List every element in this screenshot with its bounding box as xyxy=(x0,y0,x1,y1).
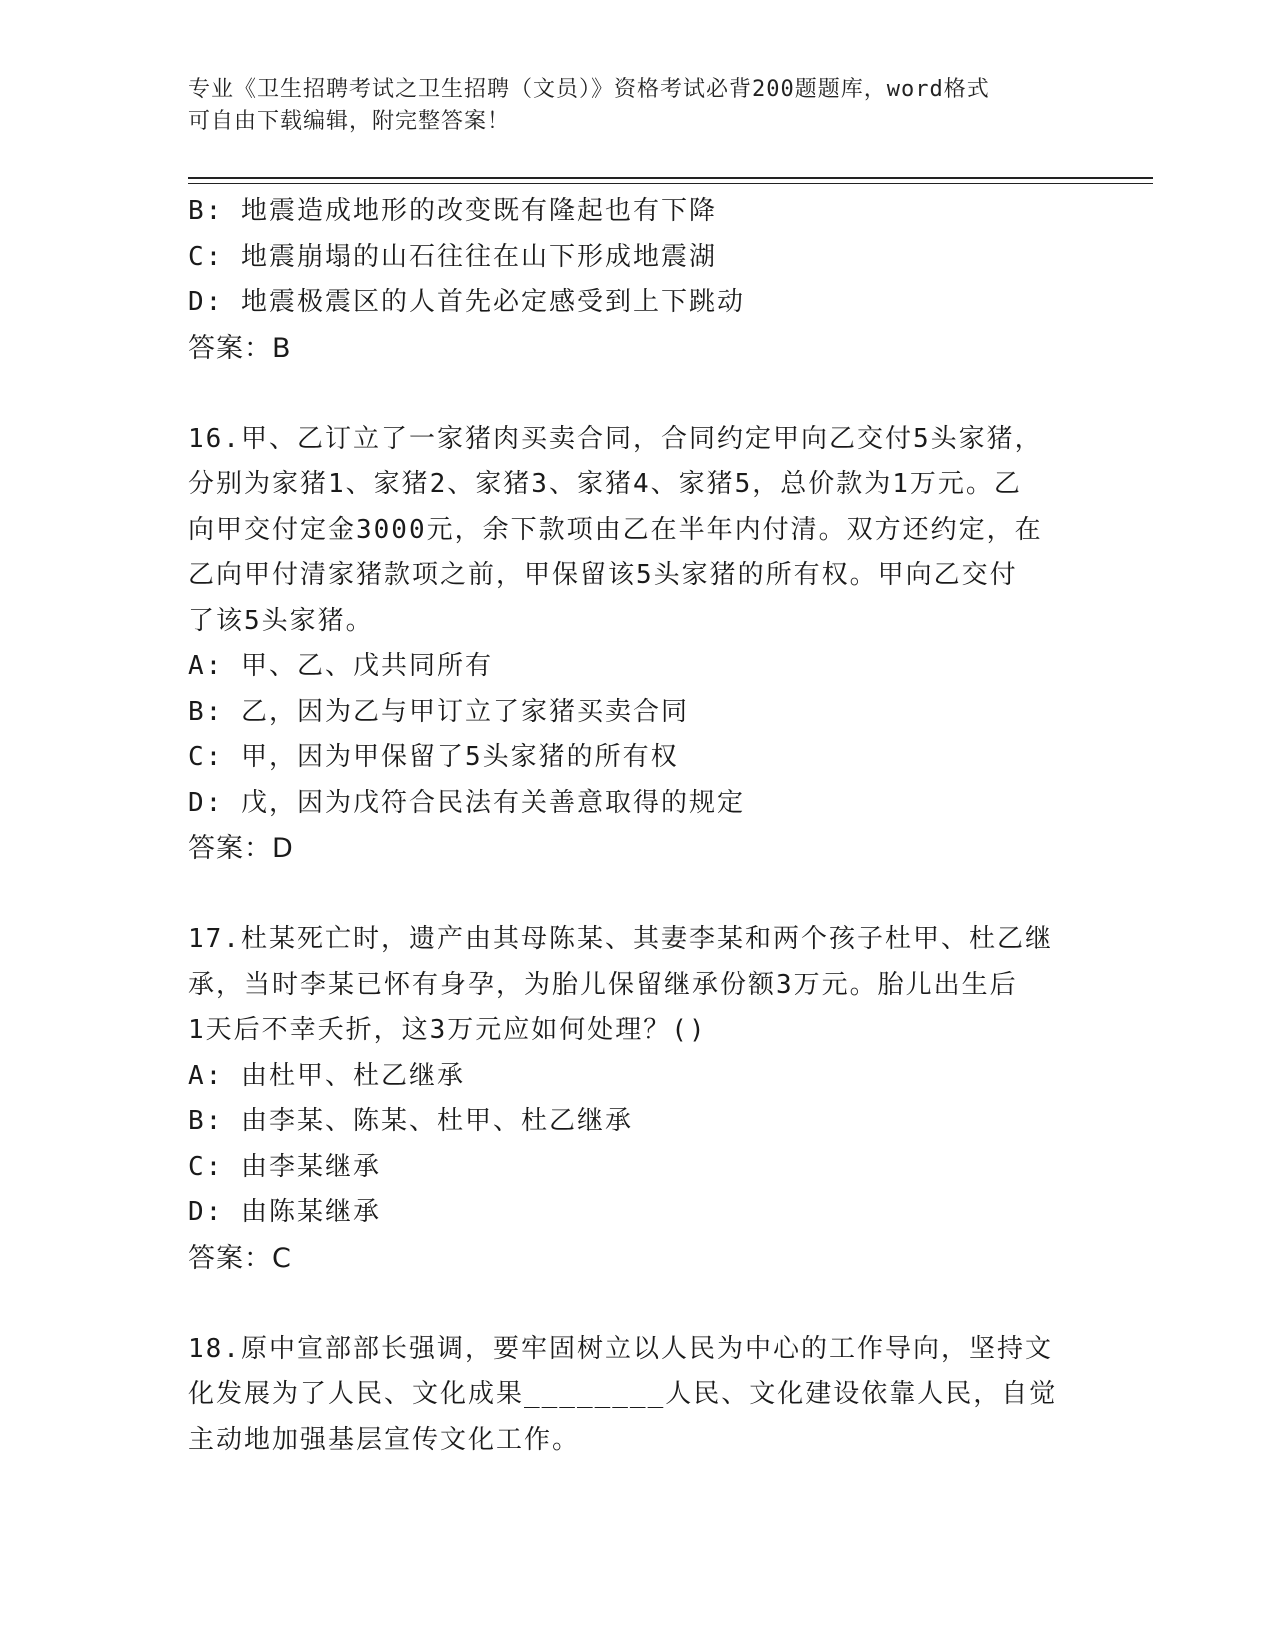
header-divider-thin xyxy=(188,183,1153,184)
question-15 xyxy=(188,189,1088,371)
question-stem-line: 17.杜某死亡时，遗产由其母陈某、其妻李某和两个孩子杜甲、杜乙继 xyxy=(188,924,1053,954)
option-d: D: 戊，因为戊符合民法有关善意取得的规定 xyxy=(188,787,745,818)
option-c: C: 地震崩塌的山石往往在山下形成地震湖 xyxy=(188,241,717,272)
answer-line: 答案：B xyxy=(188,332,292,364)
document-body xyxy=(188,189,1088,1463)
question-17 xyxy=(188,917,1088,1281)
question-stem-line: 承，当时李某已怀有身孕，为胎儿保留继承份额3万元。胎儿出生后 xyxy=(188,969,1018,1000)
question-stem-line: 了该5头家猪。 xyxy=(188,605,374,636)
option-d: D: 地震极震区的人首先必定感受到上下跳动 xyxy=(188,287,745,317)
question-stem-line: 分别为家猪1、家猪2、家猪3、家猪4、家猪5，总价款为1万元。乙 xyxy=(188,469,1022,499)
question-stem-line: 主动地加强基层宣传文化工作。 xyxy=(188,1424,581,1455)
option-b: B: 地震造成地形的改变既有隆起也有下降 xyxy=(188,196,717,226)
option-a: A: 甲、乙、戊共同所有 xyxy=(188,651,493,681)
question-stem-line: 向甲交付定金3000元，余下款项由乙在半年内付清。双方还约定，在 xyxy=(188,514,1043,545)
question-stem-line: 18.原中宣部部长强调，要牢固树立以人民为中心的工作导向，坚持文 xyxy=(188,1333,1053,1364)
question-16 xyxy=(188,417,1088,872)
question-stem-line: 16.甲、乙订立了一家猪肉买卖合同，合同约定甲向乙交付5头家猪， xyxy=(188,423,1043,454)
option-d: D: 由陈某继承 xyxy=(188,1197,381,1227)
header-line-2: 可自由下载编辑，附完整答案！ xyxy=(188,109,511,134)
spacer xyxy=(188,371,1088,417)
question-stem-line: 乙向甲付清家猪款项之前，甲保留该5头家猪的所有权。甲向乙交付 xyxy=(188,560,1018,590)
answer-line: 答案：C xyxy=(188,1242,292,1274)
option-c: C: 由李某继承 xyxy=(188,1151,381,1182)
document-header xyxy=(188,74,1068,138)
option-c: C: 甲，因为甲保留了5头家猪的所有权 xyxy=(188,742,679,772)
option-b: B: 乙，因为乙与甲订立了家猪买卖合同 xyxy=(188,696,689,727)
answer-line: 答案：D xyxy=(188,833,294,864)
option-b: B: 由李某、陈某、杜甲、杜乙继承 xyxy=(188,1106,633,1136)
spacer xyxy=(188,872,1088,918)
spacer xyxy=(188,1281,1088,1327)
question-stem-line: 1天后不幸夭折，这3万元应如何处理？() xyxy=(188,1015,707,1045)
header-line-1: 专业《卫生招聘考试之卫生招聘（文员）》资格考试必背200题题库，word格式 xyxy=(188,77,990,102)
option-a: A: 由杜甲、杜乙继承 xyxy=(188,1060,465,1091)
question-18 xyxy=(188,1327,1088,1464)
header-divider-thick xyxy=(188,177,1153,179)
question-stem-line: 化发展为了人民、文化成果________人民、文化建设依靠人民，自觉 xyxy=(188,1379,1058,1409)
